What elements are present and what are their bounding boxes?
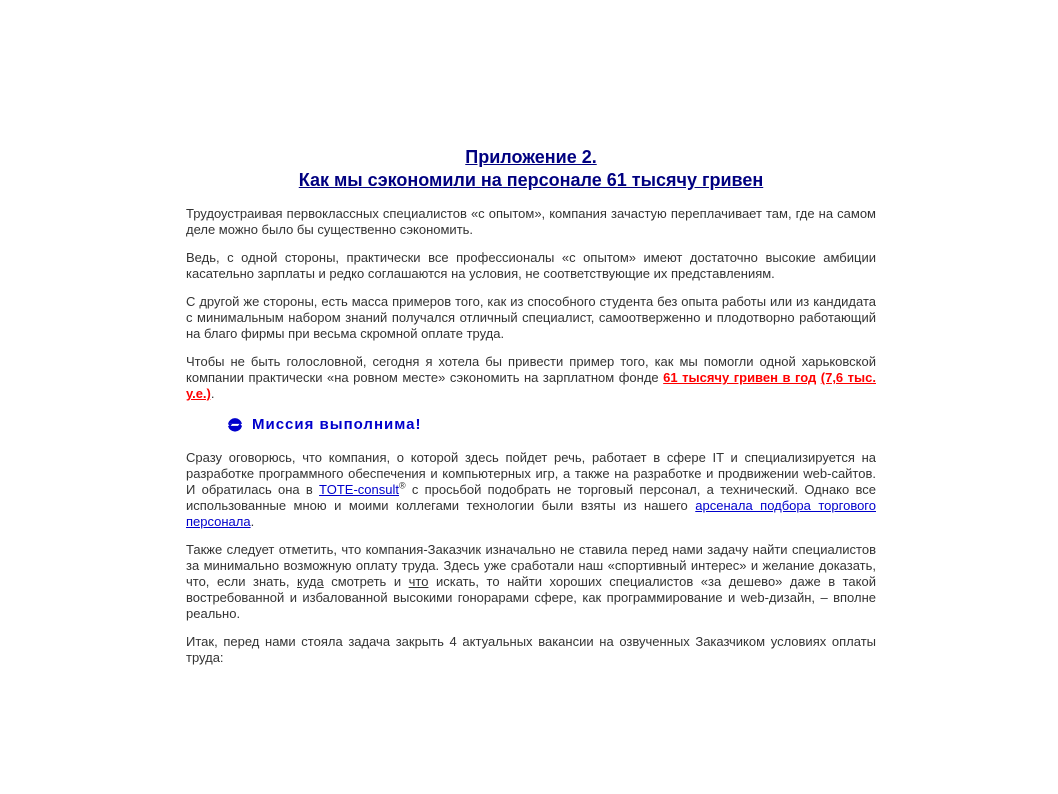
section-heading-mission: [227, 414, 876, 436]
text-run: .: [250, 514, 255, 529]
tote-consult-link[interactable]: TOTE-consult: [319, 482, 399, 497]
paragraph-experienced-pros: [186, 250, 876, 282]
paragraph-task: [186, 634, 876, 666]
text-run: Итак, перед нами стояла задача закрыть 4 актуальных вакансии на озвученных Заказчиком условиях оплаты труда:: [186, 634, 876, 665]
paragraph-student-example: [186, 294, 876, 342]
section-heading-label: Миссия выполнима!: [252, 416, 422, 433]
text-run: смотреть и: [323, 574, 409, 589]
title-line-2: Как мы сэкономили на персонале 61 тысячу гривен: [298, 170, 764, 190]
title-line-1: Приложение 2.: [465, 147, 597, 167]
registered-trademark-symbol: ®: [399, 480, 406, 491]
paragraph-sporting-interest: [186, 542, 876, 622]
paragraph-company-info: [186, 450, 876, 530]
paragraph-intro: [186, 206, 876, 238]
text-run: Также следует отметить, что компания-Заказчик изначально не ставила перед нами задачу найти специалистов за минимально возможную оплату труда. Здесь уже сработали наш «спортивный интерес» и желание доказать, что, если знать,: [186, 542, 876, 589]
text-run: с просьбой подобрать не торговый персонал, а технический. Однако все использованные мною и моими коллегами технологии были взяты из нашего: [186, 482, 876, 513]
text-run: Ведь, с одной стороны, практически все профессионалы «с опытом» имеют достаточно высокие амбиции касательно зарплаты и редко соглашаются на условия, не соответствующие их представлениям.: [186, 250, 876, 281]
document-title: [186, 146, 876, 192]
text-run: Чтобы не быть голословной, сегодня я хотела бы привести пример того, как мы помогли одной харьковской компании практически «на ровном месте» сэкономить на зарплатном фонде: [186, 354, 876, 385]
paragraph-savings: [186, 354, 876, 402]
sales-staff-arsenal-link[interactable]: арсенала подбора торгового персонала: [186, 498, 876, 529]
circular-arrows-icon: [227, 417, 243, 433]
text-run: Трудоустраивая первоклассных специалистов «с опытом», компания зачастую переплачивает там, где на самом деле можно было бы существенно сэкономить.: [186, 206, 876, 237]
text-run: С другой же стороны, есть масса примеров того, как из способного студента без опыта работы или из кандидата с минимальным набором знаний получался отличный специалист, самоотверженно и плодотворно работающий на благо фирмы при весьма скромной оплате труда.: [186, 294, 876, 341]
document-content: [186, 146, 876, 678]
emphasis-what: что: [408, 574, 429, 589]
savings-usd-link[interactable]: (7,6 тыс. у.е.): [186, 370, 876, 401]
text-run: .: [210, 386, 215, 401]
emphasis-where: куда: [297, 574, 324, 589]
text-run: искать, то найти хороших специалистов «за дешево» даже в такой востребованной и избалованной высокими гонорарами сфере, как программирование и web-дизайн, – вполне реально.: [186, 574, 876, 621]
savings-amount-link[interactable]: 61 тысячу гривен в год: [663, 370, 817, 385]
text-run: Сразу оговорюсь, что компания, о которой здесь пойдет речь, работает в сфере IT и специализируется на разработке программного обеспечения и компьютерных игр, а также на разработке и продвижении web-сайтов. И обратилась она в: [186, 450, 876, 497]
